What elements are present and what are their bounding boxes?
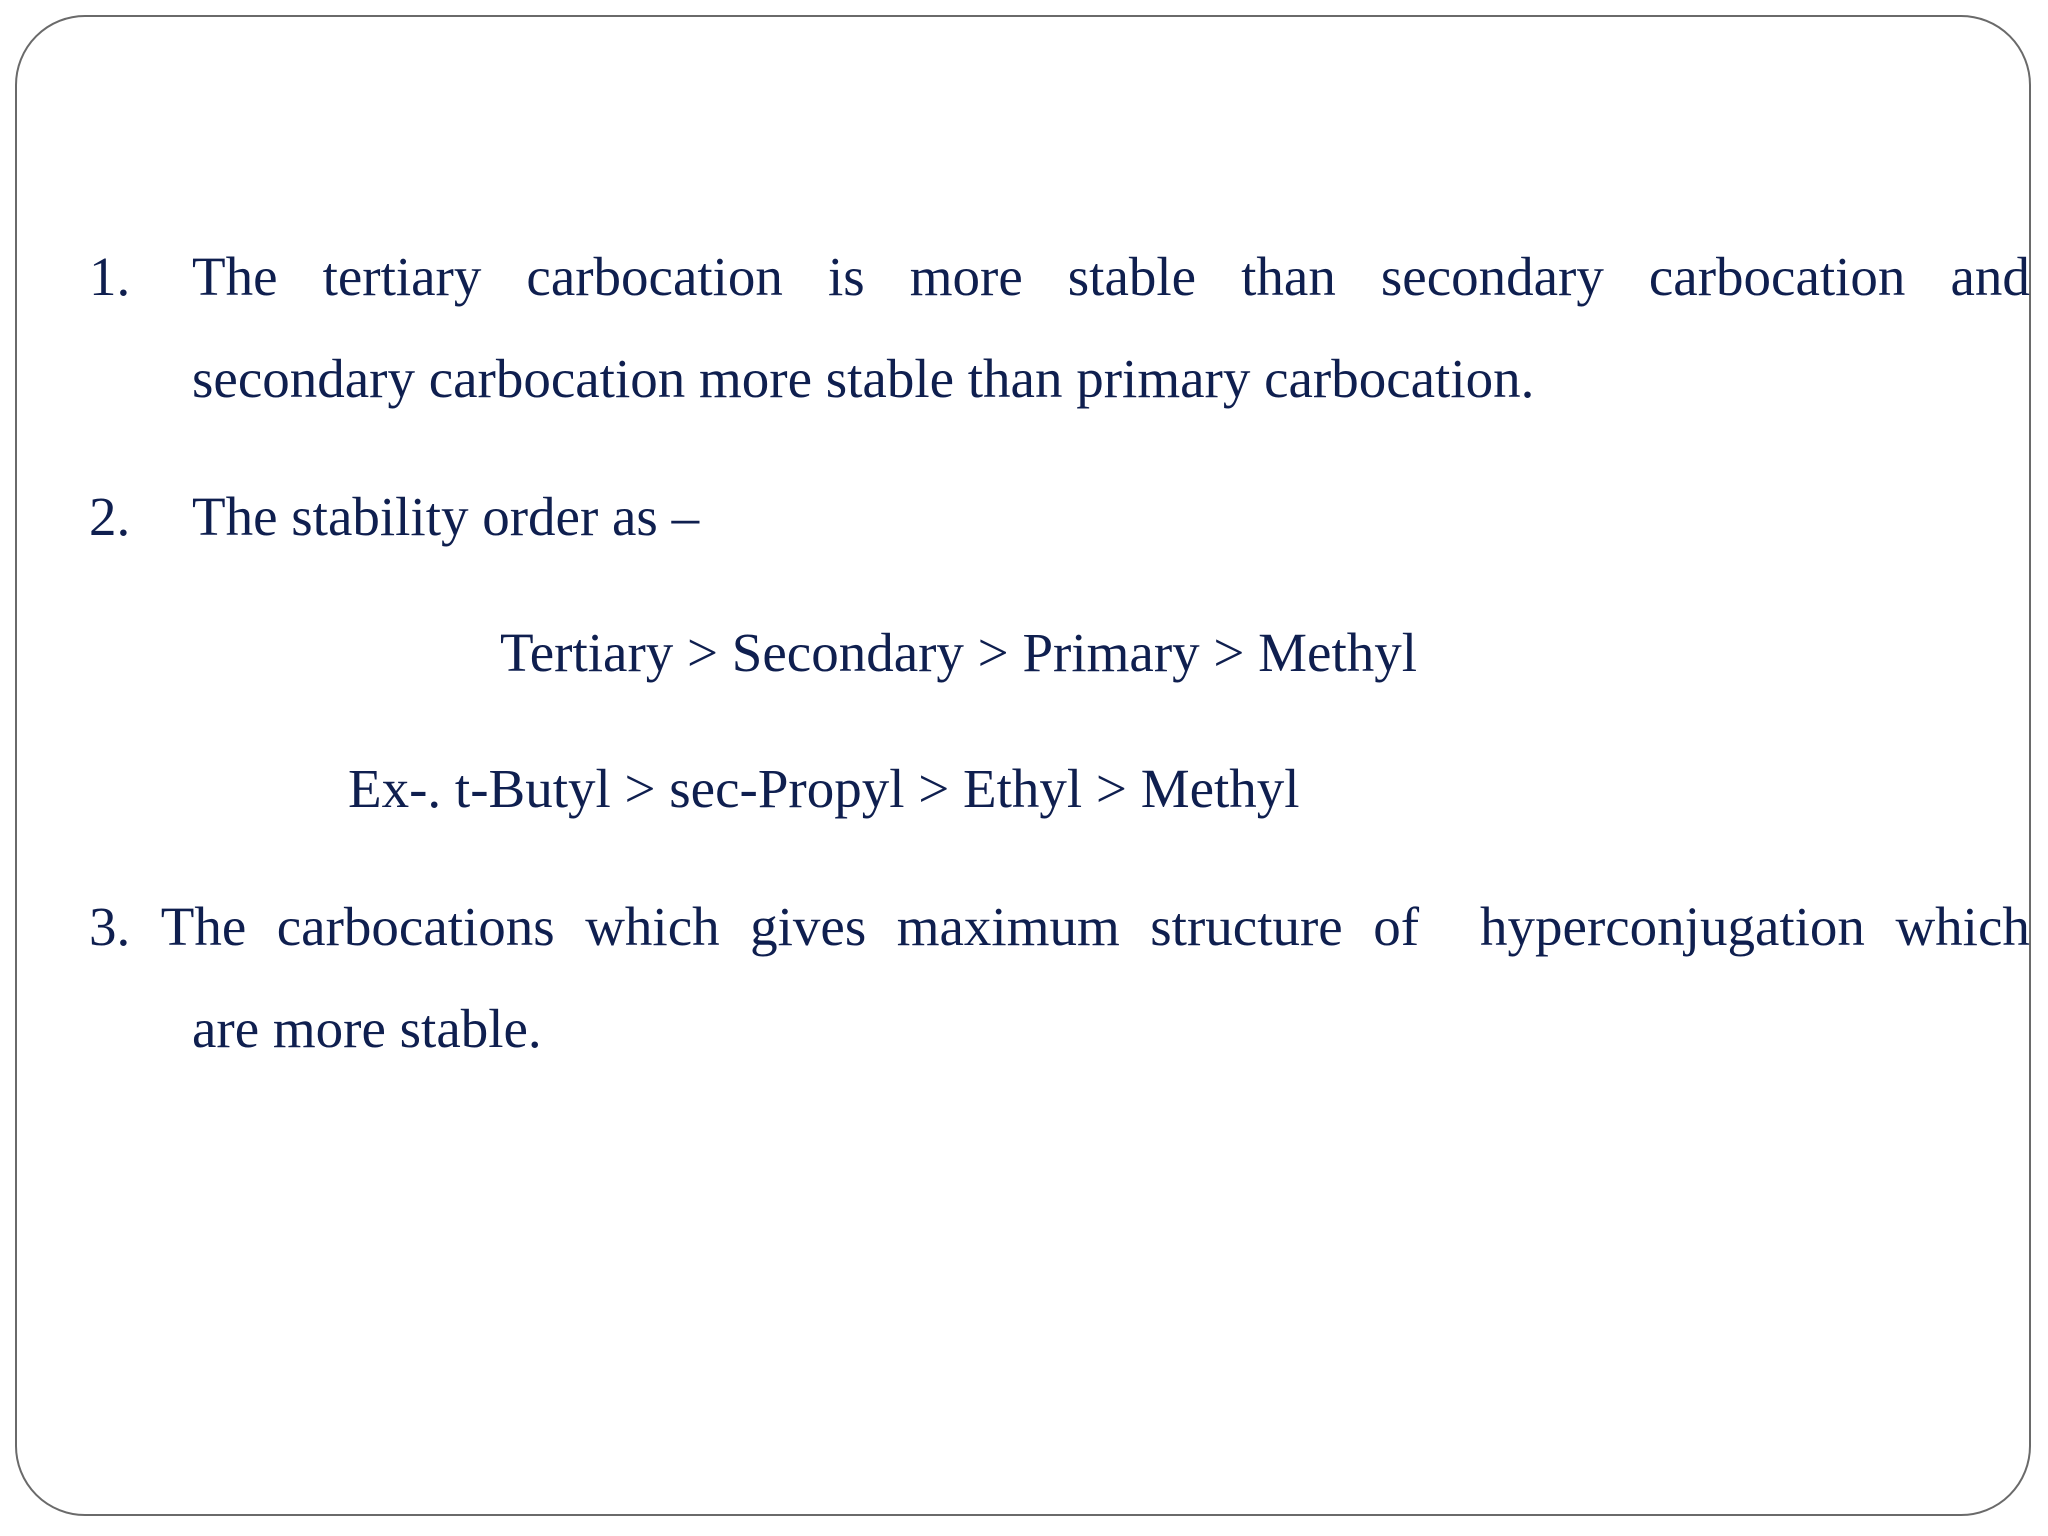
word: carbocations bbox=[276, 896, 555, 957]
point-2-text: The stability order as – bbox=[192, 486, 700, 547]
word: of bbox=[1373, 896, 1420, 957]
word: hyperconjugation bbox=[1480, 896, 1865, 957]
word: 3. bbox=[89, 896, 131, 957]
word: The bbox=[192, 246, 278, 307]
point-1-line-1 bbox=[192, 246, 2030, 307]
word: maximum bbox=[896, 896, 1120, 957]
word: is bbox=[827, 246, 865, 307]
word: gives bbox=[750, 896, 867, 957]
word: more bbox=[909, 246, 1023, 307]
word: carbocation bbox=[1648, 246, 1906, 307]
word: tertiary bbox=[322, 246, 482, 307]
point-1-number: 1. bbox=[89, 246, 131, 307]
slide bbox=[15, 15, 2031, 1516]
point-3-line-2: are more stable. bbox=[192, 998, 542, 1059]
stability-example: Ex-. t-Butyl > sec-Propyl > Ethyl > Methyl bbox=[348, 758, 1300, 819]
word: secondary bbox=[1380, 246, 1604, 307]
point-3-line-1 bbox=[89, 896, 2030, 957]
word: structure bbox=[1150, 896, 1343, 957]
point-1-line-2: secondary carbocation more stable than primary carbocation. bbox=[192, 348, 1535, 409]
word: which bbox=[585, 896, 720, 957]
point-2-number: 2. bbox=[89, 486, 131, 547]
word: than bbox=[1241, 246, 1336, 307]
word: carbocation bbox=[526, 246, 783, 307]
word: stable bbox=[1067, 246, 1197, 307]
word: and bbox=[1950, 246, 2030, 307]
word: The bbox=[160, 896, 247, 957]
word: which bbox=[1895, 896, 2030, 957]
stability-order: Tertiary > Secondary > Primary > Methyl bbox=[500, 622, 1418, 683]
